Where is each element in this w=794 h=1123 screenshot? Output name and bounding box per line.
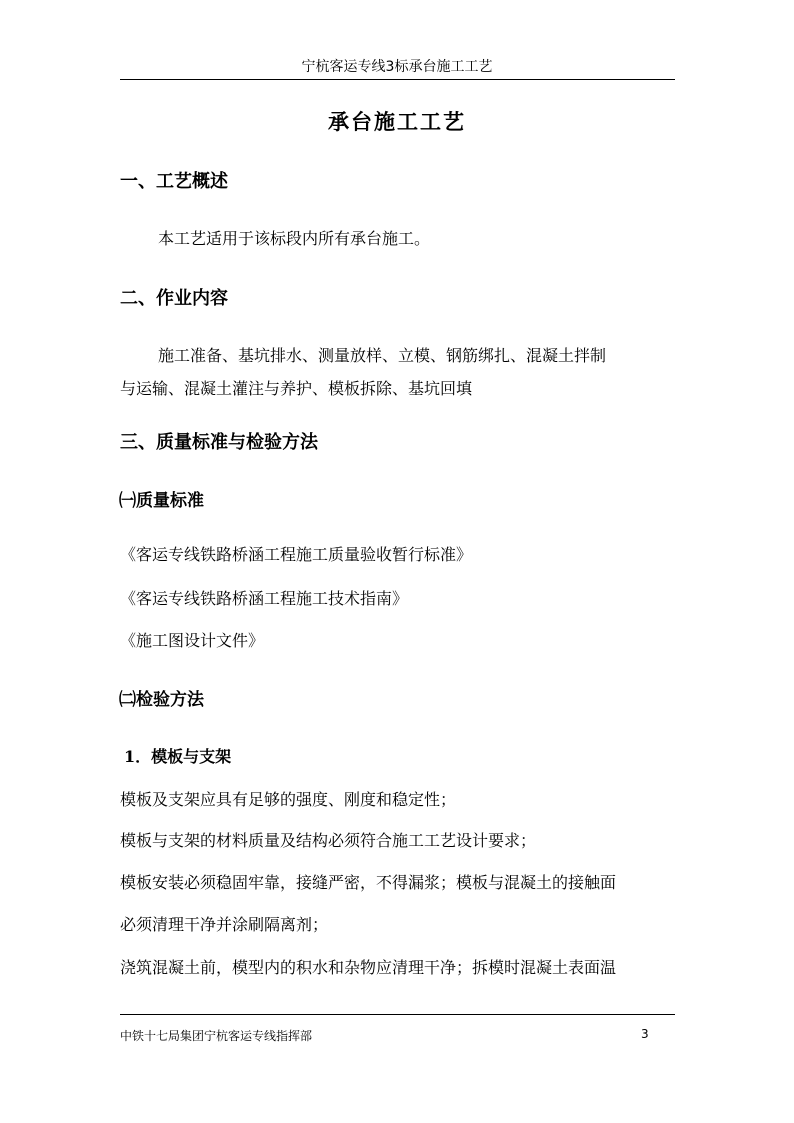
section-3-heading: 三、质量标准与检验方法 (120, 432, 318, 453)
page-header: 宁杭客运专线3标承台施工工艺 (301, 59, 493, 75)
document-title: 承台施工工艺 (328, 109, 466, 134)
standard-item: 《施工图设计文件》 (120, 631, 265, 650)
formwork-line: 浇筑混凝土前，模型内的积水和杂物应清理干净；拆模时混凝土表面温 (120, 958, 617, 977)
footer-organization: 中铁十七局集团宁杭客运专线指挥部 (120, 1029, 313, 1043)
inspection-method-heading: ㈡检验方法 (119, 690, 204, 710)
section-1-paragraph: 本工艺适用于该标段内所有承台施工。 (158, 229, 431, 248)
formwork-line: 模板安装必须稳固牢靠，接缝严密，不得漏浆；模板与混凝土的接触面 (120, 873, 617, 892)
page-number: 3 (641, 1027, 649, 1041)
section-2-line-1: 施工准备、基坑排水、测量放样、立模、钢筋绑扎、混凝土拌制 (158, 346, 607, 365)
formwork-line: 模板及支架应具有足够的强度、刚度和稳定性； (120, 790, 457, 809)
section-1-heading: 一、工艺概述 (120, 171, 228, 192)
section-2-heading: 二、作业内容 (120, 288, 228, 309)
footer-rule (120, 1014, 675, 1015)
standard-item: 《客运专线铁路桥涵工程施工技术指南》 (120, 589, 409, 608)
section-2-line-2: 与运输、混凝土灌注与养护、模板拆除、基坑回填 (120, 379, 473, 398)
formwork-heading: 1．模板与支架 (124, 747, 232, 766)
quality-standard-heading: ㈠质量标准 (119, 491, 204, 511)
formwork-line: 必须清理干净并涂刷隔离剂； (120, 915, 329, 934)
standard-item: 《客运专线铁路桥涵工程施工质量验收暂行标准》 (120, 545, 473, 564)
header-rule (120, 79, 675, 80)
formwork-line: 模板与支架的材料质量及结构必须符合施工工艺设计要求； (120, 831, 537, 850)
